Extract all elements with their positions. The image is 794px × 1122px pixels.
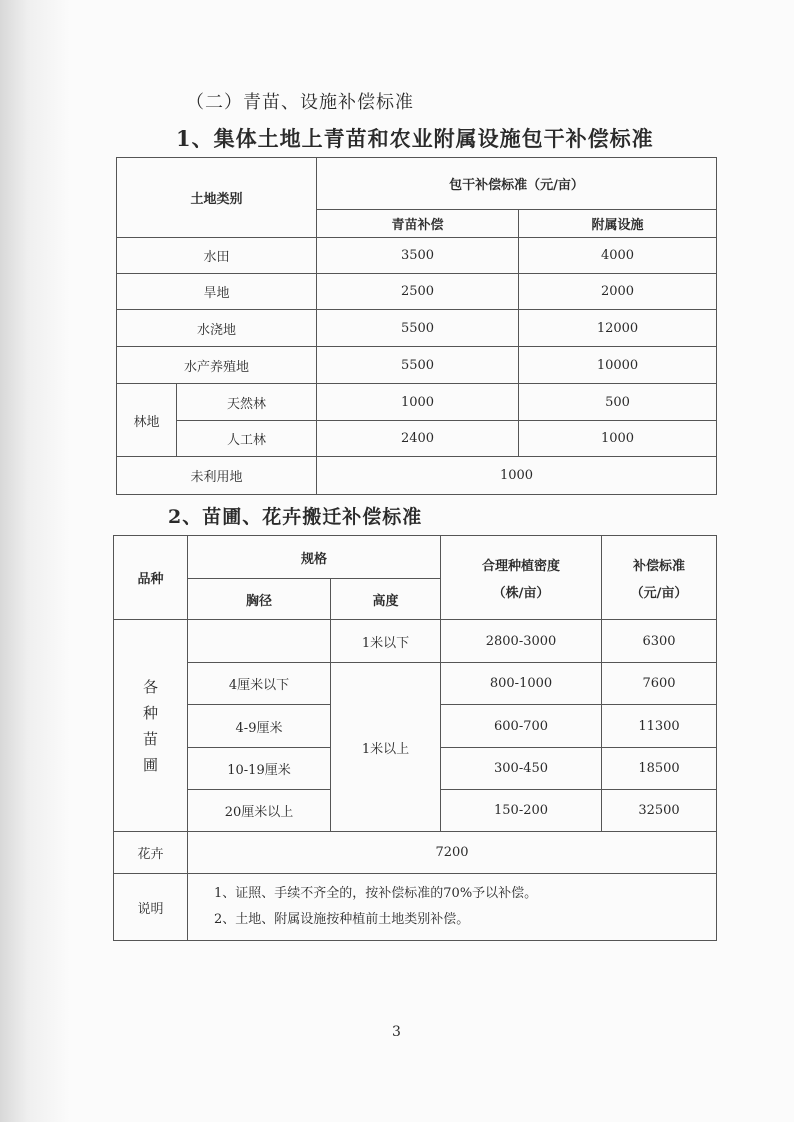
standard-value: 7600 xyxy=(602,663,717,705)
notes-label: 说明 xyxy=(114,874,188,941)
crops-value: 2400 xyxy=(317,421,519,457)
header-variety: 品种 xyxy=(114,536,188,620)
crop-facility-compensation-table xyxy=(116,157,717,495)
nursery-relocation-table xyxy=(113,535,717,941)
height-value: 1米以下 xyxy=(331,620,441,663)
table-row xyxy=(114,832,717,874)
header-standard-unit: （元/亩） xyxy=(630,585,688,601)
nursery-label-char: 各 xyxy=(142,677,158,696)
header-standard-label: 补偿标准 xyxy=(633,558,686,574)
height-value: 1米以上 xyxy=(331,663,441,832)
standard-value: 11300 xyxy=(602,705,717,748)
note-item: 2、土地、附属设施按种植前土地类别补偿。 xyxy=(214,912,470,927)
density-value: 300-450 xyxy=(441,748,602,790)
dbh-value: 20厘米以上 xyxy=(188,790,331,832)
standard-value: 6300 xyxy=(602,620,717,663)
table-row xyxy=(117,310,717,347)
facilities-value: 10000 xyxy=(519,347,717,384)
table-row xyxy=(117,421,717,457)
facilities-value: 12000 xyxy=(519,310,717,347)
table-row xyxy=(114,663,717,705)
crops-value: 3500 xyxy=(317,238,519,274)
facilities-value: 4000 xyxy=(519,238,717,274)
nursery-label-char: 苗 xyxy=(142,729,158,748)
table-row xyxy=(117,384,717,421)
land-type: 水田 xyxy=(117,238,317,274)
notes xyxy=(188,874,717,941)
land-type: 水浇地 xyxy=(117,310,317,347)
facilities-value: 1000 xyxy=(519,421,717,457)
header-density xyxy=(441,536,602,620)
table1-title: 1、集体土地上青苗和农业附属设施包干补偿标准 xyxy=(176,126,654,151)
table-row xyxy=(114,620,717,663)
header-land-type: 土地类别 xyxy=(117,158,317,238)
header-dbh: 胸径 xyxy=(188,579,331,620)
nursery-label xyxy=(114,620,188,832)
forest-label: 林地 xyxy=(117,384,177,457)
dbh-value: 4厘米以下 xyxy=(188,663,331,705)
scan-edge-shadow xyxy=(0,0,70,1122)
land-type: 水产养殖地 xyxy=(117,347,317,384)
dbh-value xyxy=(188,620,331,663)
section-heading: （二）青苗、设施补偿标准 xyxy=(186,92,414,113)
table-row xyxy=(117,347,717,384)
density-value: 800-1000 xyxy=(441,663,602,705)
table-row xyxy=(117,457,717,495)
nursery-label-char: 种 xyxy=(142,703,158,722)
land-type: 人工林 xyxy=(177,421,317,457)
flowers-label: 花卉 xyxy=(114,832,188,874)
crops-value: 2500 xyxy=(317,274,519,310)
density-value: 600-700 xyxy=(441,705,602,748)
header-crops: 青苗补偿 xyxy=(317,210,519,238)
table-row xyxy=(117,274,717,310)
land-type: 未利用地 xyxy=(117,457,317,495)
standard-value: 32500 xyxy=(602,790,717,832)
dbh-value: 10-19厘米 xyxy=(188,748,331,790)
crops-value: 1000 xyxy=(317,384,519,421)
header-density-unit: （株/亩） xyxy=(492,585,550,601)
standard-value: 18500 xyxy=(602,748,717,790)
facilities-value: 2000 xyxy=(519,274,717,310)
unused-value: 1000 xyxy=(317,457,717,495)
density-value: 2800-3000 xyxy=(441,620,602,663)
facilities-value: 500 xyxy=(519,384,717,421)
dbh-value: 4-9厘米 xyxy=(188,705,331,748)
page-number: 3 xyxy=(392,1024,401,1040)
land-type: 天然林 xyxy=(177,384,317,421)
land-type: 旱地 xyxy=(117,274,317,310)
table2-title: 2、苗圃、花卉搬迁补偿标准 xyxy=(168,506,423,528)
header-height: 高度 xyxy=(331,579,441,620)
table-row xyxy=(114,874,717,941)
flowers-value: 7200 xyxy=(188,832,717,874)
crops-value: 5500 xyxy=(317,310,519,347)
note-item: 1、证照、手续不齐全的，按补偿标准的70%予以补偿。 xyxy=(214,886,538,901)
nursery-label-char: 圃 xyxy=(142,755,158,774)
table-row xyxy=(117,238,717,274)
header-spec: 规格 xyxy=(188,536,441,579)
header-standard xyxy=(602,536,717,620)
density-value: 150-200 xyxy=(441,790,602,832)
crops-value: 5500 xyxy=(317,347,519,384)
header-facilities: 附属设施 xyxy=(519,210,717,238)
header-density-label: 合理种植密度 xyxy=(482,558,561,574)
header-standard: 包干补偿标准（元/亩） xyxy=(317,158,717,210)
